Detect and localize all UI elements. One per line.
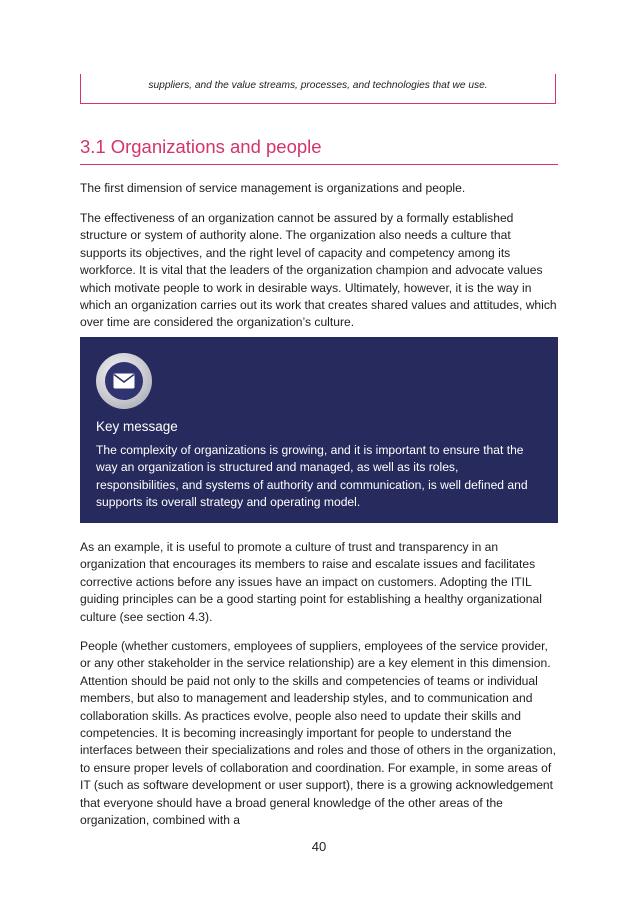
section-title: Organizations and people [110,136,322,157]
envelope-glyph [113,373,135,389]
quote-box [80,74,556,104]
paragraph-3: As an example, it is useful to promote a culture of trust and transparency in an organization that encourages its members to raise and escalate issues and facilitates corrective actions before any issues have an impact on customers. Adopting the ITIL guiding principles can be a good starting point for establishing a healthy organizational culture (see section 4.3). [80,540,542,624]
section-heading [80,136,558,165]
page-number: 40 [311,839,327,854]
paragraph-1: The first dimension of service management is organizations and people. [80,181,466,195]
key-message-text: The complexity of organizations is growing, and it is important to ensure that the way an organization is structured and managed, as well as its roles, responsibilities, and systems of authority and communication, is well defined and supports its overall strategy and operating model. [96,443,528,510]
paragraph-2: The effectiveness of an organization cannot be assured by a formally established structure or system of authority alone. The organization also needs a culture that supports its objectives, and the right level of capacity and competency among its workforce. It is vital that the leaders of the organization champion and advocate values which motivate people to work in desirable ways. Ultimately, however, it is the way in which an organization carries out its work that creates shared values and attitudes, which over time are considered the organization’s culture. [80,211,557,330]
key-message-box [80,337,558,523]
key-message-title: Key message [96,419,178,434]
paragraph-4: People (whether customers, employees of suppliers, employees of the service provider, or any other stakeholder in the service relationship) are a key element in this dimension. Attention should be paid not only to the skills and competencies of teams or individual members, but also to management and leadership styles, and to communication and collaboration skills. As practices evolve, people also need to update their skills and competencies. It is becoming increasingly important for people to understand the interfaces between their specializations and roles and those of others in the organization, to ensure proper levels of collaboration and coordination. For example, in some areas of IT (such as software development or user support), there is a growing acknowledgement that everyone should have a broad general knowledge of the other areas of the organization, combined with a [80,639,556,828]
section-number: 3.1 [80,136,106,157]
quote-text: suppliers, and the value streams, processes, and technologies that we use. [148,80,488,91]
envelope-icon [96,353,152,409]
envelope-icon-disc [105,362,143,400]
